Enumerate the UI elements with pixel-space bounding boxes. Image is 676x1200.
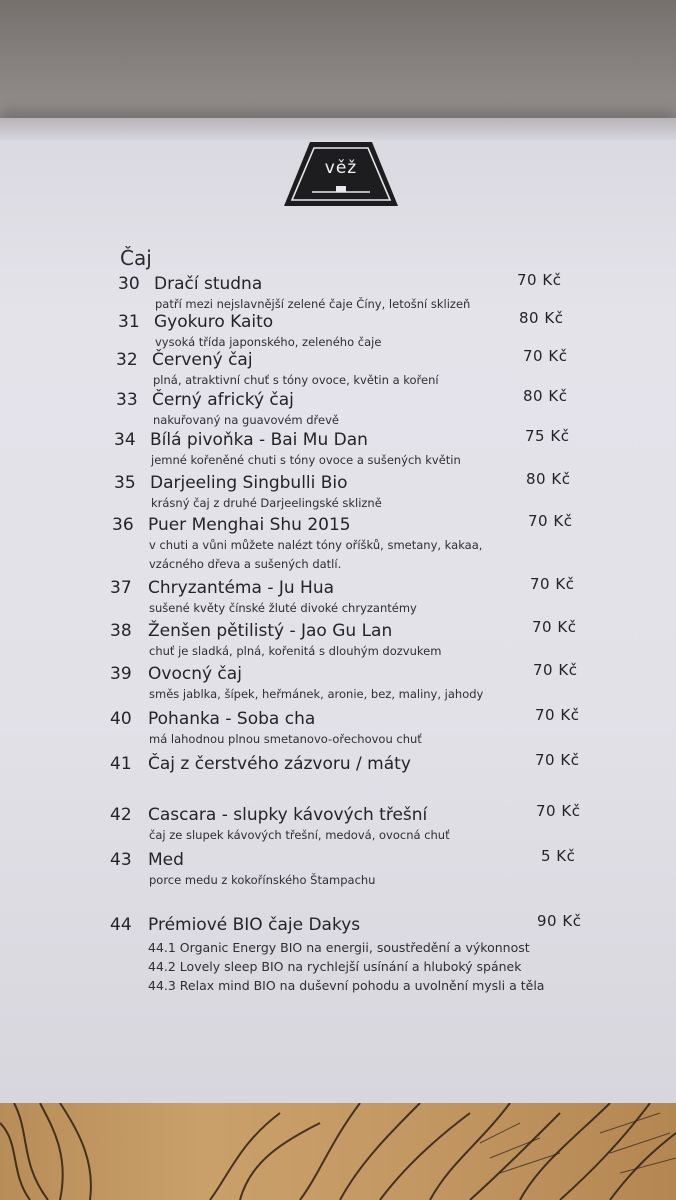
item-number: 30: [118, 274, 140, 294]
item-number: 43: [110, 850, 132, 870]
item-name: Cascara - slupky kávových třešní: [148, 805, 428, 825]
item-name: Darjeeling Singbulli Bio: [150, 473, 348, 493]
item-number: 38: [110, 621, 132, 641]
item-price: 5 Kč: [541, 847, 576, 865]
item-description: v chuti a vůni můžete nalézt tóny oříšků, smetany, kakaa,: [149, 538, 483, 552]
sub-item: 44.2 Lovely sleep BIO na rychlejší usínání a hluboký spánek: [148, 959, 522, 974]
item-name: Červený čaj: [152, 350, 253, 370]
section-title: Čaj: [120, 246, 152, 270]
logo: [282, 140, 400, 208]
item-name: Čaj z čerstvého zázvoru / máty: [148, 754, 411, 774]
wooden-table: [0, 1103, 676, 1200]
item-price: 70 Kč: [532, 618, 577, 636]
item-price: 70 Kč: [528, 512, 573, 530]
item-name: Ovocný čaj: [148, 664, 242, 684]
item-description: čaj ze slupek kávových třešní, medová, ovocná chuť: [149, 828, 450, 842]
item-name: Pohanka - Soba cha: [148, 709, 316, 729]
item-number: 44: [110, 915, 132, 935]
item-description: chuť je sladká, plná, kořenitá s dlouhým dozvukem: [149, 644, 442, 658]
item-name: Med: [148, 850, 184, 870]
item-description: vysoká třída japonského, zeleného čaje: [155, 335, 382, 349]
item-description: patří mezi nejslavnější zelené čaje Číny, letošní sklizeň: [155, 297, 471, 311]
item-description: porce medu z kokořínského Štampachu: [149, 873, 376, 887]
item-description: sušené květy čínské žluté divoké chryzantémy: [149, 601, 417, 615]
paper-fold-edge: [0, 118, 676, 140]
item-price: 70 Kč: [535, 751, 580, 769]
item-number: 32: [116, 350, 138, 370]
item-name: Chryzantéma - Ju Hua: [148, 578, 335, 598]
item-name: Ženšen pětilistý - Jao Gu Lan: [148, 621, 393, 641]
item-description: směs jablka, šípek, heřmánek, aronie, bez, maliny, jahody: [149, 687, 484, 701]
item-name: Černý africký čaj: [152, 390, 294, 410]
item-price: 80 Kč: [526, 470, 571, 488]
item-number: 40: [110, 709, 132, 729]
item-number: 35: [114, 473, 136, 493]
item-description: nakuřovaný na guavovém dřevě: [153, 413, 339, 427]
sub-item: 44.3 Relax mind BIO na duševní pohodu a uvolnění mysli a těla: [148, 978, 545, 993]
item-number: 36: [112, 515, 134, 535]
item-price: 70 Kč: [533, 661, 578, 679]
item-number: 33: [116, 390, 138, 410]
item-name: Dračí studna: [154, 274, 263, 294]
item-price: 80 Kč: [519, 309, 564, 327]
item-name: Puer Menghai Shu 2015: [148, 515, 351, 535]
item-price: 70 Kč: [530, 575, 575, 593]
item-number: 39: [110, 664, 132, 684]
item-number: 42: [110, 805, 132, 825]
item-number: 31: [118, 312, 140, 332]
table-pattern: [0, 1103, 676, 1200]
item-price: 70 Kč: [517, 271, 562, 289]
sub-item: 44.1 Organic Energy BIO na energii, soustředění a výkonnost: [148, 940, 530, 955]
item-price: 90 Kč: [537, 912, 582, 930]
item-description: má lahodnou plnou smetanovo-ořechovou chuť: [149, 732, 422, 746]
item-price: 70 Kč: [535, 706, 580, 724]
item-price: 70 Kč: [536, 802, 581, 820]
item-description: jemné kořeněné chuti s tóny ovoce a sušených květin: [151, 453, 461, 467]
item-description: plná, atraktivní chuť s tóny ovoce, květin a koření: [153, 373, 439, 387]
item-name: Gyokuro Kaito: [154, 312, 274, 332]
item-number: 37: [110, 578, 132, 598]
item-price: 80 Kč: [523, 387, 568, 405]
item-description: vzácného dřeva a sušených datlí.: [149, 557, 342, 571]
item-name: Bílá pivoňka - Bai Mu Dan: [150, 430, 368, 450]
item-description: krásný čaj z druhé Darjeelingské sklizně: [151, 496, 382, 510]
item-number: 34: [114, 430, 136, 450]
item-price: 70 Kč: [523, 347, 568, 365]
item-price: 75 Kč: [525, 427, 570, 445]
item-name: Prémiové BIO čaje Dakys: [148, 915, 361, 935]
logo-text: věž: [324, 158, 358, 178]
item-number: 41: [110, 754, 132, 774]
